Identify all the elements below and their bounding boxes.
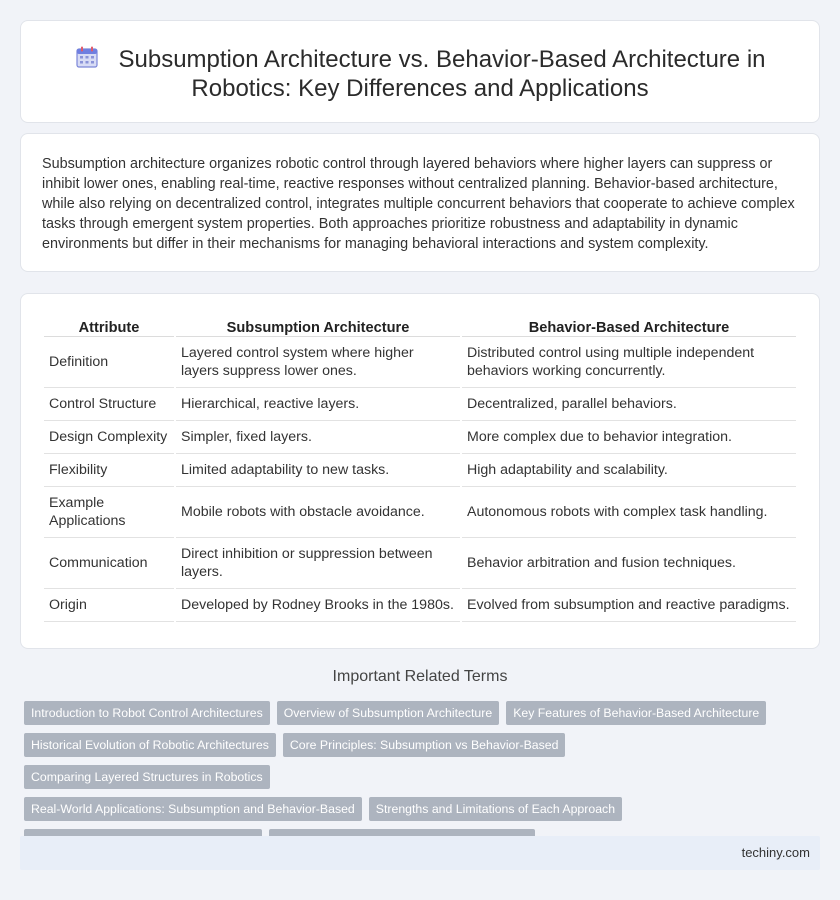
row-behavior-based: Distributed control using multiple independent behaviors working concurrently. xyxy=(462,337,796,388)
page-title-line2: Robotics: Key Differences and Applications xyxy=(191,75,649,102)
comparison-table xyxy=(42,317,798,622)
row-attribute: Definition xyxy=(44,337,174,388)
row-behavior-based: Decentralized, parallel behaviors. xyxy=(462,388,796,421)
page-title-line1: Subsumption Architecture vs. Behavior-Based Architecture in xyxy=(118,46,766,73)
related-terms-heading: Important Related Terms xyxy=(332,668,508,685)
table-row xyxy=(44,454,796,487)
header-behavior-based: Behavior-Based Architecture xyxy=(462,317,796,337)
row-attribute: Control Structure xyxy=(44,388,174,421)
row-attribute: Example Applications xyxy=(44,487,174,538)
row-behavior-based: High adaptability and scalability. xyxy=(462,454,796,487)
related-term-tag[interactable]: Comparing Layered Structures in Robotics xyxy=(24,765,270,789)
related-term-tag[interactable]: Core Principles: Subsumption vs Behavior-Based xyxy=(283,733,566,757)
related-term-tag[interactable]: Real-World Applications: Subsumption and Behavior-Based xyxy=(24,797,362,821)
header-attribute: Attribute xyxy=(44,317,174,337)
table-row xyxy=(44,337,796,388)
summary-card xyxy=(20,133,820,272)
row-subsumption: Mobile robots with obstacle avoidance. xyxy=(176,487,460,538)
row-subsumption: Simpler, fixed layers. xyxy=(176,421,460,454)
row-subsumption: Limited adaptability to new tasks. xyxy=(176,454,460,487)
related-term-tag[interactable]: Introduction to Robot Control Architectures xyxy=(24,701,270,725)
row-subsumption: Hierarchical, reactive layers. xyxy=(176,388,460,421)
related-term-tag[interactable]: Historical Evolution of Robotic Architectures xyxy=(24,733,276,757)
table-row xyxy=(44,487,796,538)
table-header-row xyxy=(44,317,796,337)
table-row xyxy=(44,589,796,622)
row-behavior-based: Evolved from subsumption and reactive paradigms. xyxy=(462,589,796,622)
row-attribute: Design Complexity xyxy=(44,421,174,454)
row-subsumption: Direct inhibition or suppression between layers. xyxy=(176,538,460,589)
row-subsumption: Developed by Rodney Brooks in the 1980s. xyxy=(176,589,460,622)
header-subsumption: Subsumption Architecture xyxy=(176,317,460,337)
row-behavior-based: Autonomous robots with complex task handling. xyxy=(462,487,796,538)
row-attribute: Origin xyxy=(44,589,174,622)
table-row xyxy=(44,388,796,421)
row-behavior-based: Behavior arbitration and fusion techniques. xyxy=(462,538,796,589)
footer xyxy=(20,836,820,870)
related-term-tag[interactable]: Overview of Subsumption Architecture xyxy=(277,701,499,725)
footer-site-link[interactable]: techiny.com xyxy=(741,845,810,860)
table-row xyxy=(44,538,796,589)
calendar-icon xyxy=(75,45,99,69)
comparison-table-card xyxy=(20,293,820,649)
row-attribute: Communication xyxy=(44,538,174,589)
table-row xyxy=(44,421,796,454)
row-subsumption: Layered control system where higher layers suppress lower ones. xyxy=(176,337,460,388)
page-title xyxy=(21,45,819,103)
related-term-tag[interactable]: Strengths and Limitations of Each Approach xyxy=(369,797,622,821)
title-card xyxy=(20,20,820,123)
row-behavior-based: More complex due to behavior integration. xyxy=(462,421,796,454)
summary-paragraph: Subsumption architecture organizes robotic control through layered behaviors where higher layers can suppress or inhibit lower ones, enabling real-time, reactive responses without centralized planning. Behavior-based architecture, while also relying on decentralized control, integrates multiple concurrent behaviors that cooperate to achieve complex tasks through emergent system properties. Both approaches prioritize robustness and adaptability in dynamic environments but differ in their mechanisms for managing behavioral interactions and system complexity. xyxy=(42,156,795,252)
row-attribute: Flexibility xyxy=(44,454,174,487)
related-term-tag[interactable]: Key Features of Behavior-Based Architecture xyxy=(506,701,766,725)
